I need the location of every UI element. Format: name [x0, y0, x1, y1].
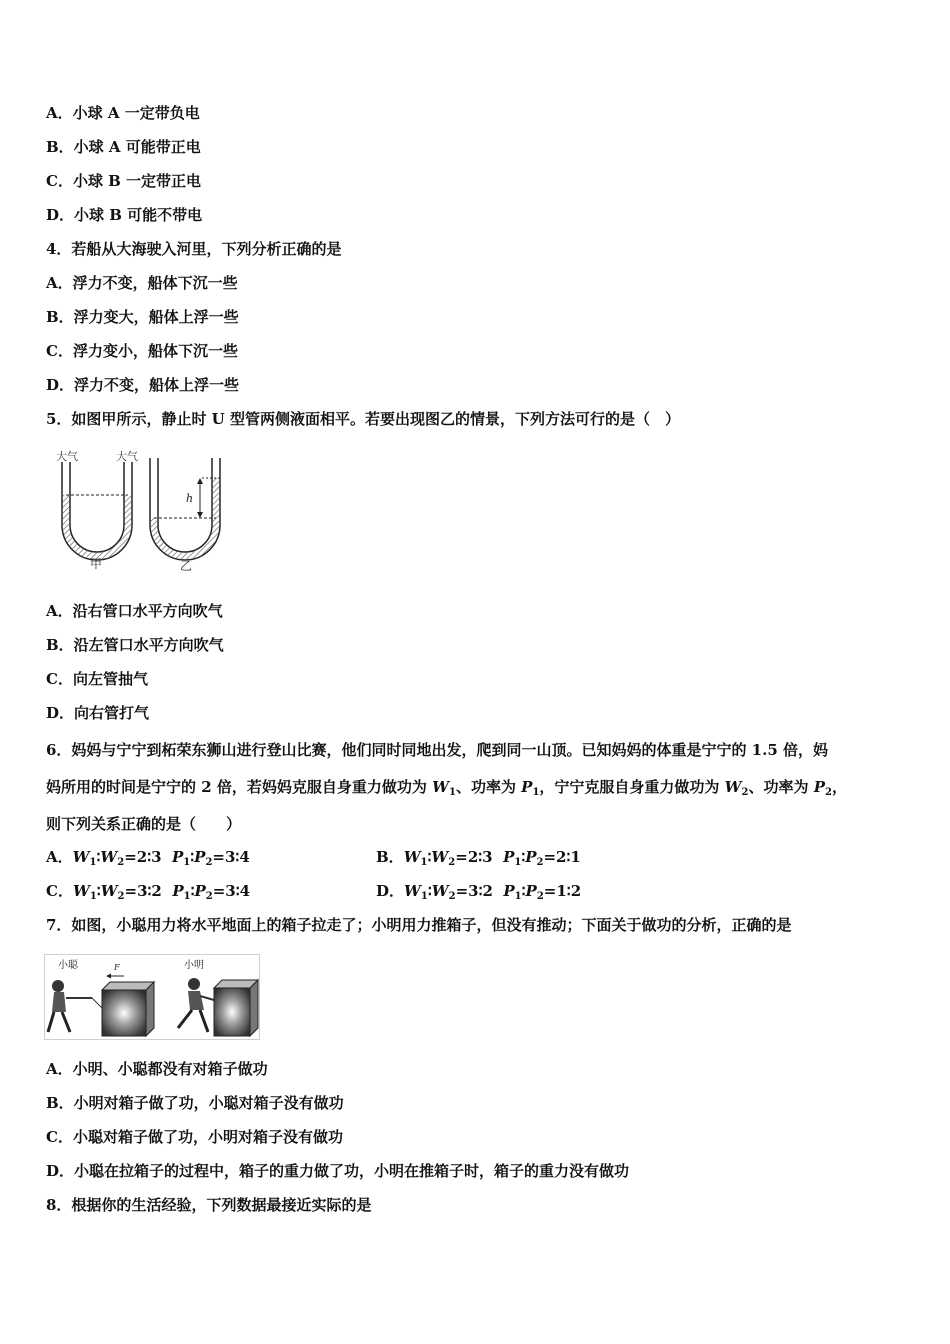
q7-option-a: A．小明、小聪都没有对箱子做功 [46, 1060, 268, 1078]
q7-stem: 7．如图，小聪用力将水平地面上的箱子拉走了；小明用力推箱子，但没有推动；下面关于做功的分析，正确的是 [46, 916, 792, 934]
q5-option-b: B．沿左管口水平方向吹气 [46, 636, 224, 654]
q5-option-c: C．向左管抽气 [46, 670, 148, 688]
q7-option-b: B．小明对箱子做了功，小聪对箱子没有做功 [46, 1094, 344, 1112]
q4-option-c: C．浮力变小，船体下沉一些 [46, 342, 238, 360]
air-label-left-b: 大气 [116, 450, 138, 463]
q7-option-d: D．小聪在拉箱子的过程中，箱子的重力做了功，小明在推箱子时，箱子的重力没有做功 [46, 1162, 630, 1180]
q5-stem: 5．如图甲所示，静止时 U 型管两侧液面相平。若要出现图乙的情景，下列方法可行的是（ ） [46, 410, 680, 428]
h-label: h [186, 492, 194, 505]
q6-stem-line1: 6．妈妈与宁宁到柘荣东狮山进行登山比赛，他们同时同地出发，爬到同一山顶。已知妈妈的体重是宁宁的 1.5 倍，妈 [46, 741, 828, 759]
q6-option-c: C．$W_1∶W_2=3∶2$ $P_1∶P_2=3∶4$ [46, 882, 251, 902]
caption-yi: 乙 [180, 559, 193, 573]
caption-jia: 甲 [90, 557, 103, 571]
air-label-left-a: 大气 [56, 450, 78, 463]
q6-option-a: A．$W_1∶W_2=2∶3$ $P_1∶P_2=3∶4$ [46, 848, 250, 868]
q6-stem-line2: 妈所用的时间是宁宁的 2 倍，若妈妈克服自身重力做功为 $W_1$、功率为 $P_1$，宁宁克服自身重力做功为 $W_2$、功率为 $P_2$， [46, 778, 847, 798]
q6-option-d: D．$W_1∶W_2=3∶2$ $P_1∶P_2=1∶2$ [376, 882, 582, 902]
q7-option-c: C．小聪对箱子做了功，小明对箱子没有做功 [46, 1128, 343, 1146]
u-tube-figure [52, 450, 232, 575]
q6-option-b: B．$W_1∶W_2=2∶3$ $P_1∶P_2=2∶1$ [376, 848, 581, 868]
q5-option-a: A．沿右管口水平方向吹气 [46, 602, 223, 620]
force-label: F [114, 963, 120, 972]
q6-stem-line3: 则下列关系正确的是（ ） [46, 815, 242, 833]
person-pushing [178, 978, 214, 1032]
q3-option-c: C．小球 B 一定带正电 [46, 172, 202, 190]
u-tube-right [150, 458, 222, 560]
q8-stem: 8．根据你的生活经验，下列数据最接近实际的是 [46, 1196, 372, 1214]
person-pulling [48, 980, 92, 1032]
q4-option-b: B．浮力变大，船体上浮一些 [46, 308, 239, 326]
q5-option-d: D．向右管打气 [46, 704, 150, 722]
u-tube-left [62, 462, 132, 560]
q4-stem: 4．若船从大海驶入河里，下列分析正确的是 [46, 240, 342, 258]
q4-option-a: A．浮力不变，船体下沉一些 [46, 274, 238, 292]
q3-option-d: D．小球 B 可能不带电 [46, 206, 203, 224]
name-xiaocong: 小聪 [58, 960, 78, 971]
name-xiaoming: 小明 [184, 960, 204, 971]
box-left [102, 982, 154, 1036]
q3-option-b: B．小球 A 可能带正电 [46, 138, 201, 156]
box-right [214, 980, 258, 1036]
push-pull-figure [44, 954, 260, 1040]
q4-option-d: D．浮力不变，船体上浮一些 [46, 376, 240, 394]
q3-option-a: A．小球 A 一定带负电 [46, 104, 200, 122]
